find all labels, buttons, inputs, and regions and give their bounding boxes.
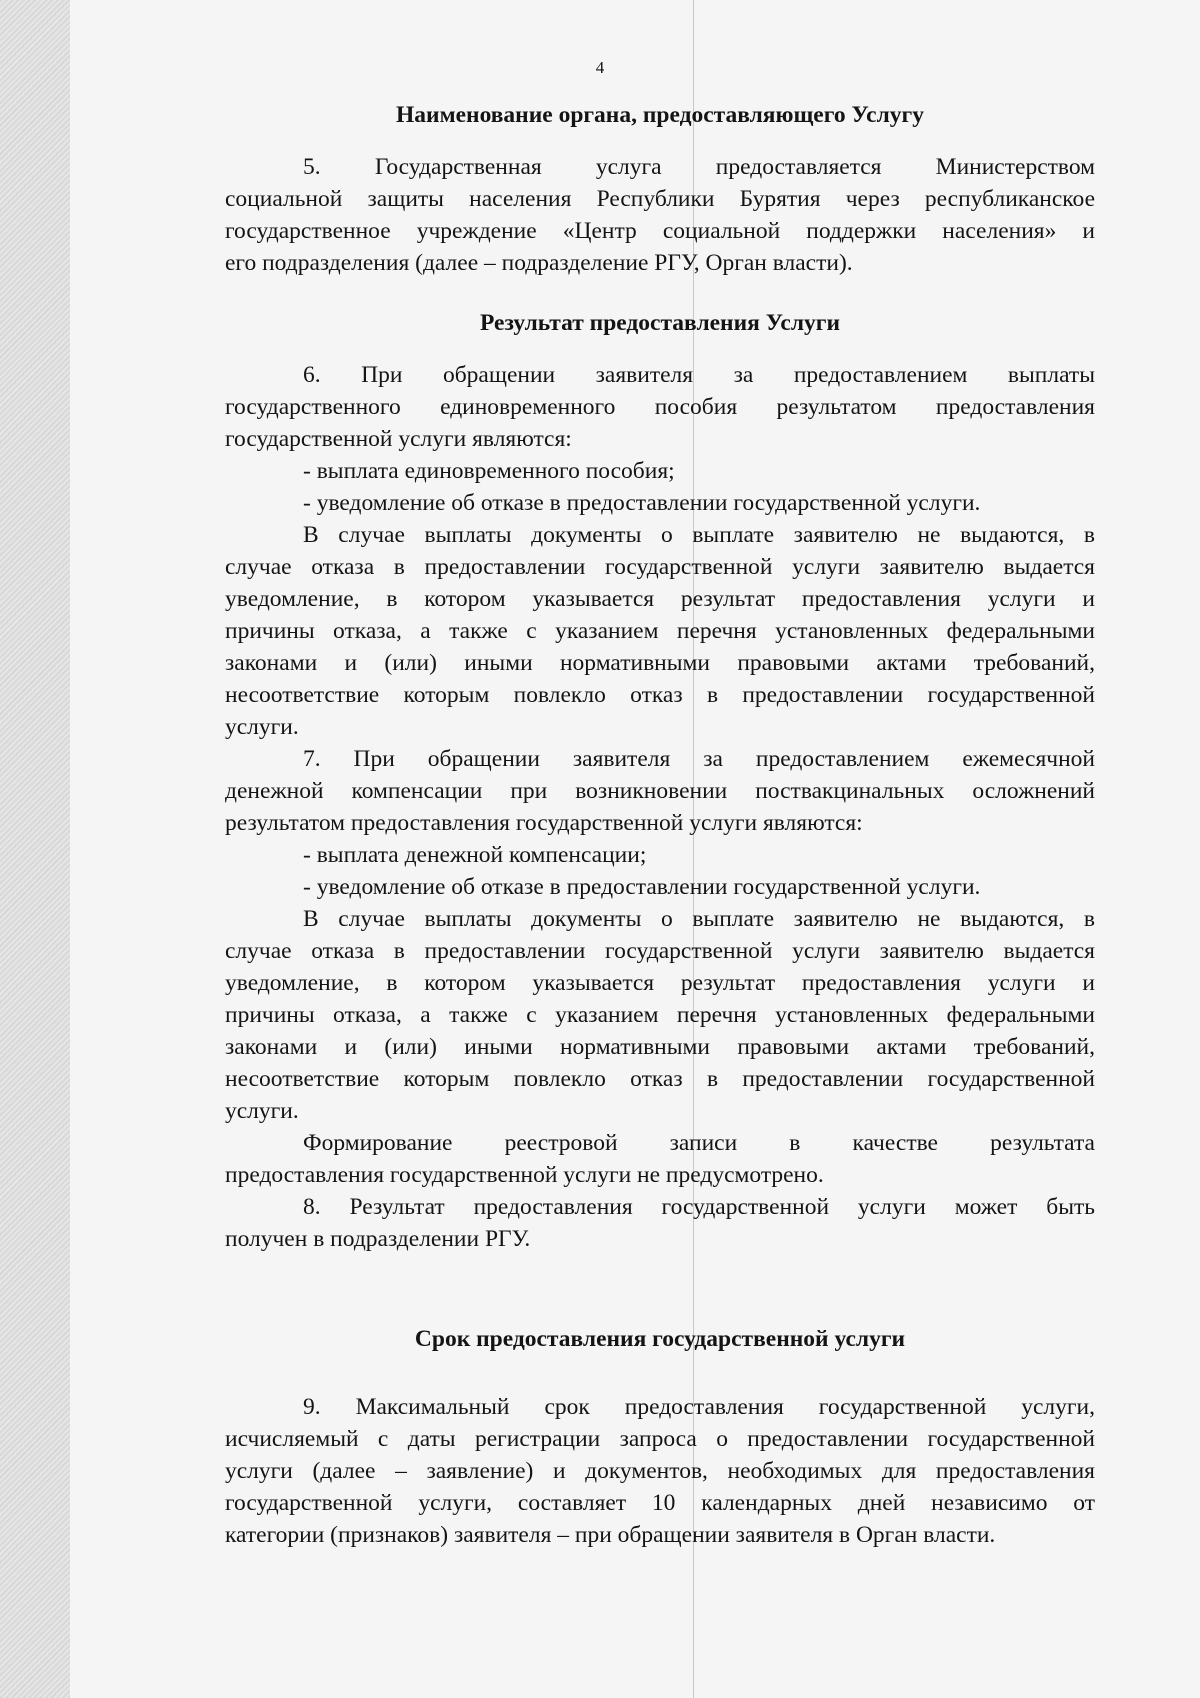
paragraph-line: социальной защиты населения Республики Бурятия через республиканское [225,186,1095,212]
list-item: - выплата денежной компенсации; [303,842,647,868]
paragraph-line: государственной услуги, составляет 10 календарных дней независимо от [225,1490,1095,1516]
paragraph-line: законами и (или) иными нормативными правовыми актами требований, [225,1034,1095,1060]
paragraph-line: денежной компенсации при возникновении поствакцинальных осложнений [225,778,1095,804]
paragraph-line: причины отказа, а также с указанием перечня установленных федеральными [225,618,1095,644]
paragraph-line: 8. Результат предоставления государственной услуги может быть [303,1194,1095,1220]
paragraph-line: услуги. [225,1098,299,1124]
paragraph-line: несоответствие которым повлекло отказ в предоставлении государственной [225,682,1095,708]
list-item: - уведомление об отказе в предоставлении государственной услуги. [303,490,981,516]
paragraph-line: Формирование реестровой записи в качестве результата [303,1130,1095,1156]
paragraph-line: результатом предоставления государственной услуги являются: [225,810,863,836]
paragraph-line: 6. При обращении заявителя за предоставлением выплаты [303,362,1095,388]
paragraph-line: причины отказа, а также с указанием перечня установленных федеральными [225,1002,1095,1028]
paragraph-line: услуги (далее – заявление) и документов, необходимых для предоставления [225,1458,1095,1484]
list-item: - уведомление об отказе в предоставлении государственной услуги. [303,874,981,900]
paragraph-line: категории (признаков) заявителя – при обращении заявителя в Орган власти. [225,1522,996,1548]
paragraph-line: 7. При обращении заявителя за предоставлением ежемесячной [303,746,1095,772]
scan-edge [0,0,70,1698]
paragraph-line: 9. Максимальный срок предоставления государственной услуги, [303,1394,1095,1420]
paragraph-line: получен в подразделении РГУ. [225,1226,531,1252]
paragraph-line: исчисляемый с даты регистрации запроса о предоставлении государственной [225,1426,1095,1452]
page-number: 4 [595,58,605,77]
section-heading-authority: Наименование органа, предоставляющего Услугу [396,102,924,128]
paragraph-line: его подразделения (далее – подразделение РГУ, Орган власти). [225,250,853,276]
paragraph-line: случае отказа в предоставлении государственной услуги заявителю выдается [225,938,1095,964]
section-heading-result: Результат предоставления Услуги [479,310,841,336]
paragraph-line: государственное учреждение «Центр социальной поддержки населения» и [225,218,1095,244]
paragraph-line: несоответствие которым повлекло отказ в предоставлении государственной [225,1066,1095,1092]
paragraph-line: В случае выплаты документы о выплате заявителю не выдаются, в [303,906,1095,932]
paragraph-line: государственной услуги являются: [225,426,572,452]
paragraph-line: услуги. [225,714,299,740]
paragraph-line: В случае выплаты документы о выплате заявителю не выдаются, в [303,522,1095,548]
paragraph-line: случае отказа в предоставлении государственной услуги заявителю выдается [225,554,1095,580]
paragraph-line: законами и (или) иными нормативными правовыми актами требований, [225,650,1095,676]
paragraph-line: государственного единовременного пособия результатом предоставления [225,394,1095,420]
section-heading-term: Срок предоставления государственной услуги [414,1326,906,1352]
paragraph-line: предоставления государственной услуги не предусмотрено. [225,1162,824,1188]
paragraph-line: уведомление, в котором указывается результат предоставления услуги и [225,586,1095,612]
paragraph-line: 5. Государственная услуга предоставляется Министерством [303,154,1095,180]
paragraph-line: уведомление, в котором указывается результат предоставления услуги и [225,970,1095,996]
list-item: - выплата единовременного пособия; [303,458,675,484]
